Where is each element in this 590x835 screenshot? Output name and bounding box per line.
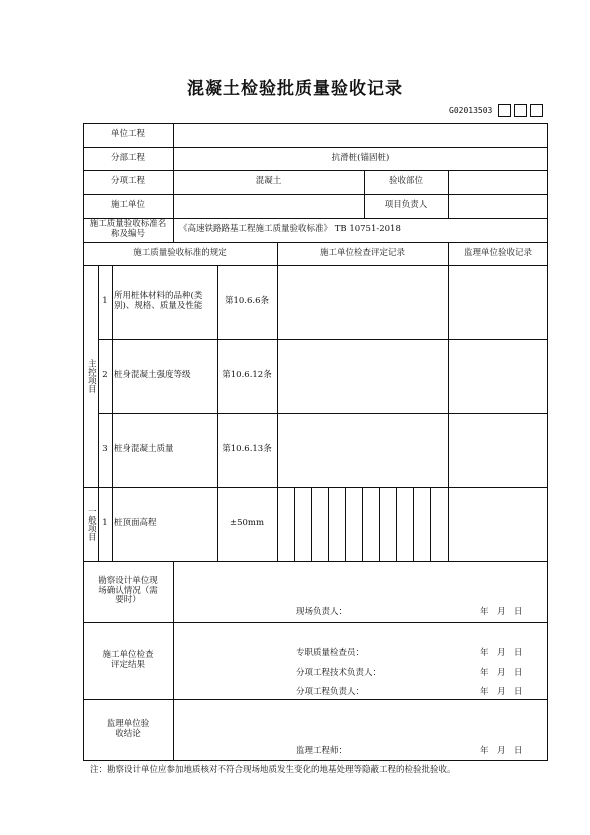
project-manager-label: 项目负责人 xyxy=(384,200,428,211)
main-item-desc: 所用桩体材料的品种(类别)、规格、质量及性能 xyxy=(114,291,203,311)
inspector-date: 年 月 日 xyxy=(480,648,523,658)
technical-lead-label: 分项工程技术负责人： xyxy=(296,668,382,678)
main-item-no: 2 xyxy=(102,370,108,381)
main-item-supervisor-record[interactable] xyxy=(448,413,548,487)
contractor-check-column-header: 施工单位检查评定记录 xyxy=(319,247,405,258)
general-item-desc: 桩顶面高程 xyxy=(114,518,157,529)
supervising-engineer-label: 监理工程师： xyxy=(296,746,348,756)
main-item-no: 3 xyxy=(102,444,108,455)
unit-project-label: 单位工程 xyxy=(110,129,145,140)
document-number: G02013503 xyxy=(449,106,493,115)
main-item-supervisor-record[interactable] xyxy=(448,339,548,413)
item-project-label: 分项工程 xyxy=(110,176,145,187)
quality-inspector-label: 专职质量检查员： xyxy=(296,648,365,658)
standard-value: 《高速铁路路基工程施工质量验收标准》 TB 10751-2018 xyxy=(179,224,401,235)
supervisor-date: 年 月 日 xyxy=(480,746,523,756)
main-item-contractor-record[interactable] xyxy=(277,265,448,339)
general-item-no: 1 xyxy=(102,518,108,529)
survey-signer-label: 现场负责人： xyxy=(296,607,348,617)
serial-box-1[interactable] xyxy=(498,104,511,117)
main-item-contractor-record[interactable] xyxy=(277,339,448,413)
supervisor-conclusion-label: 监理单位验收结论 xyxy=(106,719,150,739)
inspection-part-label: 验收部位 xyxy=(388,176,423,187)
inspection-part-field[interactable] xyxy=(448,170,548,194)
main-item-no: 1 xyxy=(102,296,108,307)
item-lead-label: 分项工程负责人： xyxy=(296,687,365,697)
project-manager-field[interactable] xyxy=(448,194,548,218)
construction-unit-field[interactable] xyxy=(173,194,364,218)
item-project-field[interactable]: 混凝土 xyxy=(255,176,282,187)
serial-box-3[interactable] xyxy=(530,104,543,117)
sub-project-field[interactable]: 抗滑桩(锚固桩) xyxy=(331,152,390,163)
technical-lead-date: 年 月 日 xyxy=(480,668,523,678)
main-item-clause: 第10.6.6条 xyxy=(224,296,270,307)
main-item-supervisor-record[interactable] xyxy=(448,265,548,339)
contractor-result-label: 施工单位检查评定结果 xyxy=(102,649,154,670)
construction-unit-label: 施工单位 xyxy=(110,200,145,211)
spec-column-header: 施工质量验收标准的规定 xyxy=(133,247,227,258)
main-item-contractor-record[interactable] xyxy=(277,413,448,487)
general-item-tolerance: ±50mm xyxy=(229,518,265,529)
sub-project-label: 分部工程 xyxy=(110,152,145,163)
standard-label: 施工质量验收标准名称及编号 xyxy=(89,219,167,239)
main-item-clause: 第10.6.13条 xyxy=(222,444,272,455)
main-item-clause: 第10.6.12条 xyxy=(222,370,272,381)
main-control-label: 主控项目 xyxy=(86,359,97,393)
survey-label: 勘察设计单位现场确认情况（需要时） xyxy=(98,575,158,606)
survey-date: 年 月 日 xyxy=(480,607,523,617)
footnote: 注：勘察设计单位应参加地质核对不符合现场地质发生变化的地基处理等隐蔽工程的检验批验收。 xyxy=(90,765,456,775)
item-lead-date: 年 月 日 xyxy=(480,687,523,697)
general-label: 一般项目 xyxy=(86,507,97,541)
page-title: 混凝土检验批质量验收记录 xyxy=(187,79,403,99)
unit-project-field[interactable] xyxy=(173,123,548,147)
serial-box-2[interactable] xyxy=(514,104,527,117)
main-item-desc: 桩身混凝土质量 xyxy=(114,444,174,455)
supervisor-record-column-header: 监理单位验收记录 xyxy=(463,247,532,258)
general-item-supervisor-record[interactable] xyxy=(448,487,548,561)
main-item-desc: 桩身混凝土强度等级 xyxy=(114,370,191,381)
